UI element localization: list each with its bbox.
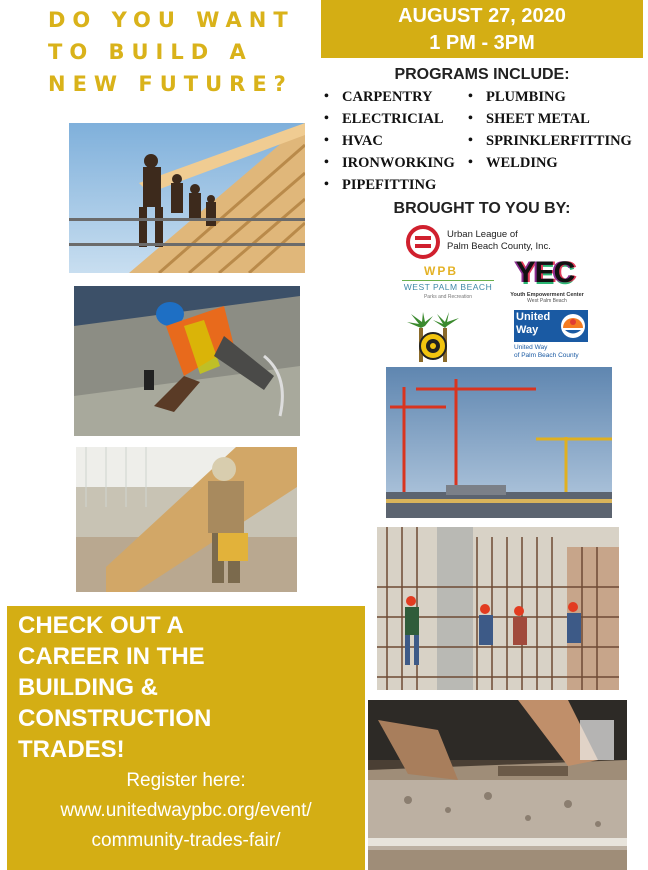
headline-line-3: NEW FUTURE?	[48, 72, 293, 96]
program-item: • CARPENTRY	[324, 86, 455, 108]
urban-league-equal-icon	[405, 224, 441, 260]
united-way-mark-line-1: United	[516, 311, 551, 323]
cta-line-2: CAREER IN THE	[18, 643, 205, 670]
cta-line-3: BUILDING &	[18, 674, 158, 701]
program-item: • PIPEFITTING	[324, 174, 455, 196]
program-item: • IRONWORKING	[324, 152, 455, 174]
cta-line-1: CHECK OUT A	[18, 612, 184, 639]
register-label: Register here:	[126, 770, 246, 791]
wpb-mark: WPB	[424, 264, 458, 278]
yec-name: Youth Empowerment Center	[510, 292, 584, 298]
event-time: 1 PM - 3PM	[429, 32, 535, 54]
programs-title: PROGRAMS INCLUDE:	[394, 66, 570, 83]
event-date: AUGUST 27, 2020	[398, 5, 566, 27]
program-item: • PLUMBING	[468, 86, 632, 108]
sponsors-title: BROUGHT TO YOU BY:	[393, 200, 571, 217]
wpb-sub: Parks and Recreation	[423, 294, 473, 300]
united-way-name-line-1: United Way	[514, 344, 548, 351]
photo-worker-hammer	[74, 286, 300, 436]
urban-league-name-line-1: Urban League of	[447, 229, 518, 240]
photo-roof-framers	[69, 123, 305, 273]
palm-trees-icon	[405, 310, 461, 364]
programs-list-column-2	[468, 86, 632, 174]
cta-line-4: CONSTRUCTION	[18, 705, 212, 732]
headline-line-1: DO YOU WANT	[48, 8, 295, 32]
urban-league-logo	[405, 224, 605, 260]
west-palm-beach-logo	[396, 262, 500, 304]
yec-sub: West Palm Beach	[527, 298, 567, 304]
palm-seal-logo	[405, 310, 461, 364]
event-date-box	[321, 0, 643, 58]
photo-concrete-leveling	[368, 700, 627, 870]
united-way-hand-icon	[560, 313, 586, 339]
cta-line-5: TRADES!	[18, 736, 125, 763]
program-item: • HVAC	[324, 130, 455, 152]
youth-empowerment-center-logo	[503, 258, 591, 304]
program-item: • WELDING	[468, 152, 632, 174]
united-way-name-line-2: of Palm Beach County	[514, 352, 579, 359]
program-item: • SPRINKLERFITTING	[468, 130, 632, 152]
urban-league-name-line-2: Palm Beach County, Inc.	[447, 241, 551, 252]
headline-line-2: TO BUILD A	[48, 40, 253, 64]
photo-construction-cranes	[386, 367, 612, 518]
wpb-name: WEST PALM BEACH	[403, 282, 493, 292]
cta-headline	[18, 610, 358, 765]
photo-worker-plywood	[76, 447, 297, 592]
register-url-line-1[interactable]: www.unitedwaypbc.org/event/	[60, 800, 312, 821]
united-way-mark-line-2: Way	[516, 324, 539, 336]
yec-mark: YEC	[515, 256, 575, 289]
united-way-logo	[514, 310, 594, 364]
program-item: • ELECTRICIAL	[324, 108, 455, 130]
photo-rebar-workers	[377, 527, 619, 690]
headline	[48, 4, 318, 100]
register-url-line-2[interactable]: community-trades-fair/	[91, 830, 281, 851]
register-block	[7, 766, 365, 856]
programs-list-column-1	[324, 86, 455, 196]
program-item: • SHEET METAL	[468, 108, 632, 130]
